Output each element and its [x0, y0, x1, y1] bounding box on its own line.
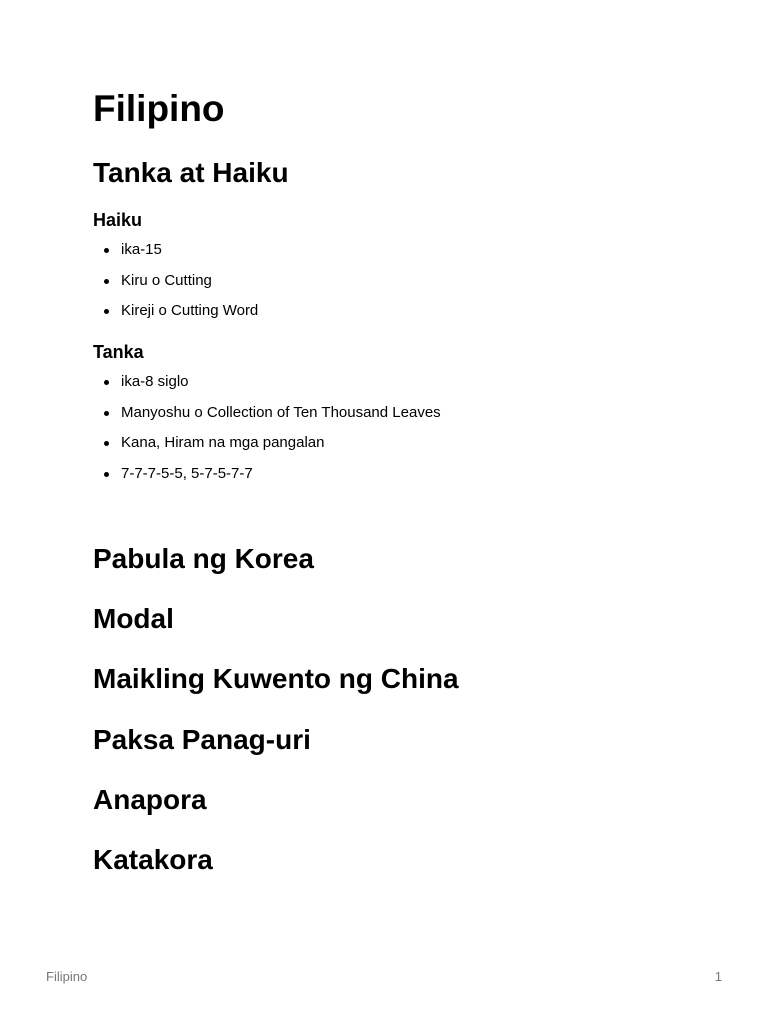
section-heading-modal: Modal: [93, 603, 174, 634]
tanka-list: [93, 372, 441, 494]
subheading-tanka: Tanka: [93, 342, 144, 362]
section-heading-paksa-panag-uri: Paksa Panag-uri: [93, 724, 311, 755]
list-item-text: Kana, Hiram na mga pangalan: [121, 434, 325, 452]
list-item: [93, 271, 258, 302]
bullet-icon: [104, 441, 109, 446]
list-item: [93, 433, 441, 464]
list-item: [93, 301, 258, 332]
section-heading-anapora: Anapora: [93, 784, 207, 815]
list-item-text: ika-15: [121, 241, 162, 258]
list-item: [93, 403, 441, 434]
bullet-icon: [104, 380, 109, 385]
list-item-text: Manyoshu o Collection of Ten Thousand Leaves: [121, 403, 441, 421]
list-item: [93, 464, 441, 495]
bullet-icon: [104, 248, 109, 253]
bullet-icon: [104, 472, 109, 477]
list-item-text: ika-8 siglo: [121, 373, 189, 390]
haiku-list: [93, 240, 258, 332]
section-heading-tanka-at-haiku: Tanka at Haiku: [93, 157, 289, 188]
document-title: Filipino: [93, 88, 225, 129]
list-item-text: 7-7-7-5-5, 5-7-5-7-7: [121, 464, 253, 482]
footer-page-number: 1: [714, 969, 722, 984]
subheading-haiku: Haiku: [93, 210, 143, 230]
list-item: [93, 372, 441, 403]
section-heading-katakora: Katakora: [93, 844, 213, 875]
footer-document-name: Filipino: [46, 969, 88, 984]
bullet-icon: [104, 279, 109, 284]
section-heading-maikling-kuwento-ng-china: Maikling Kuwento ng China: [93, 663, 459, 694]
bullet-icon: [104, 411, 109, 416]
list-item: [93, 240, 258, 271]
list-item-text: Kiru o Cutting: [121, 271, 212, 289]
list-item-text: Kireji o Cutting Word: [121, 302, 259, 320]
bullet-icon: [104, 309, 109, 314]
section-heading-pabula-ng-korea: Pabula ng Korea: [93, 543, 314, 574]
